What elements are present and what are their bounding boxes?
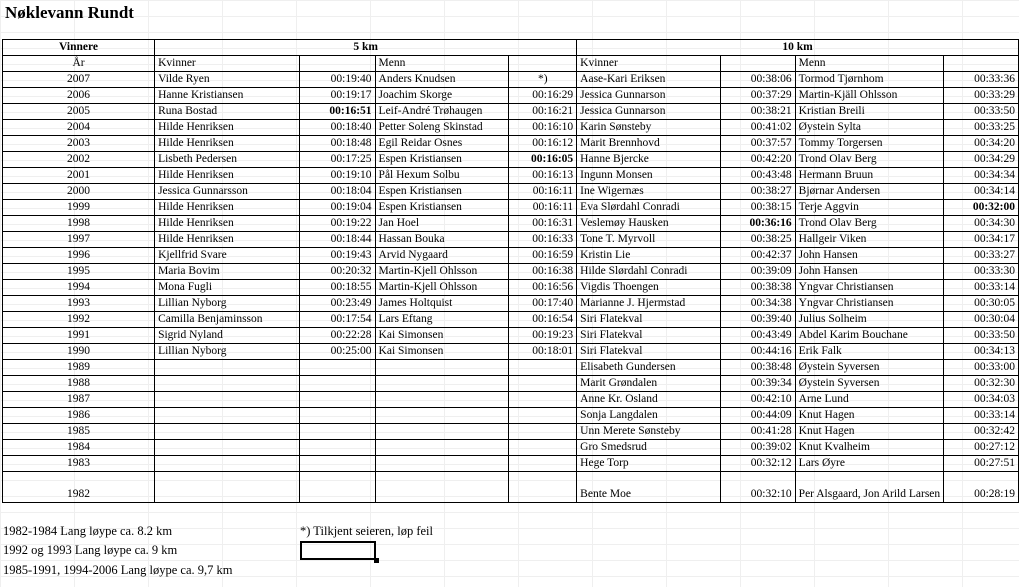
women-5km-name[interactable]: Mona Fugli <box>155 280 300 296</box>
women-10km-name[interactable]: Bente Moe <box>577 472 721 503</box>
women-10km-name[interactable]: Tone T. Myrvoll <box>577 232 721 248</box>
header-row-distance <box>3 40 1019 56</box>
women-5km-time[interactable] <box>299 392 375 408</box>
women-10km-name[interactable]: Ingunn Monsen <box>577 168 721 184</box>
women-5km-name[interactable]: Lillian Nyborg <box>155 296 300 312</box>
men-10km-time[interactable]: 00:33:36 <box>944 72 1019 88</box>
table-row <box>3 168 1019 184</box>
women-5km-name[interactable] <box>155 424 300 440</box>
men-5km-time-header[interactable] <box>509 56 577 72</box>
men-5km-time[interactable]: *) <box>509 72 577 88</box>
men-10km-name[interactable]: Terje Aggvin <box>795 200 944 216</box>
women-10km-name[interactable]: Gro Smedsrud <box>577 440 721 456</box>
women-10km-name[interactable]: Anne Kr. Osland <box>577 392 721 408</box>
results-table <box>2 39 1019 503</box>
women-10km-time[interactable]: 00:38:25 <box>720 232 795 248</box>
women-10km-name[interactable]: Hilde Slørdahl Conradi <box>577 264 721 280</box>
table-row <box>3 200 1019 216</box>
year-cell[interactable]: 1990 <box>3 344 155 360</box>
women-10km-name[interactable]: Eva Slørdahl Conradi <box>577 200 721 216</box>
women-10km-name[interactable]: Siri Flatekval <box>577 344 721 360</box>
women-5km-time[interactable]: 00:18:48 <box>299 136 375 152</box>
table-row <box>3 424 1019 440</box>
men-10km-time[interactable]: 00:30:04 <box>944 312 1019 328</box>
women-10km-time[interactable]: 00:42:20 <box>720 152 795 168</box>
women-5km-name[interactable]: Hilde Henriksen <box>155 120 300 136</box>
women-5km-time[interactable] <box>299 440 375 456</box>
table-row <box>3 280 1019 296</box>
women-5km-time[interactable]: 00:22:28 <box>299 328 375 344</box>
table-row <box>3 152 1019 168</box>
year-cell[interactable]: 2006 <box>3 88 155 104</box>
women-10km-time[interactable]: 00:38:06 <box>720 72 795 88</box>
men-10km-time[interactable]: 00:32:30 <box>944 376 1019 392</box>
men-5km-time[interactable]: 00:16:21 <box>509 104 577 120</box>
women-10km-name[interactable]: Hege Torp <box>577 456 721 472</box>
men-10km-name[interactable]: Knut Hagen <box>795 424 944 440</box>
men-10km-time[interactable]: 00:33:30 <box>944 264 1019 280</box>
year-cell[interactable]: 1984 <box>3 440 155 456</box>
men-10km-name[interactable]: Abdel Karim Bouchane <box>795 328 944 344</box>
men-5km-time[interactable]: 00:16:59 <box>509 248 577 264</box>
men-5km-time[interactable]: 00:16:29 <box>509 88 577 104</box>
men-5km-time[interactable]: 00:16:54 <box>509 312 577 328</box>
women-10km-time[interactable]: 00:39:40 <box>720 312 795 328</box>
women-10km-time[interactable]: 00:37:57 <box>720 136 795 152</box>
women-5km-name[interactable]: Hilde Henriksen <box>155 200 300 216</box>
women-5km-name[interactable] <box>155 456 300 472</box>
women-10km-time[interactable]: 00:38:48 <box>720 360 795 376</box>
women-5km-time[interactable] <box>299 408 375 424</box>
women-10km-name[interactable]: Siri Flatekval <box>577 312 721 328</box>
women-10km-name[interactable]: Siri Flatekval <box>577 328 721 344</box>
year-cell[interactable]: 1998 <box>3 216 155 232</box>
table-row <box>3 264 1019 280</box>
year-header[interactable]: År <box>3 56 155 72</box>
men-5km-time[interactable]: 00:16:11 <box>509 200 577 216</box>
women-5km-time[interactable]: 00:19:17 <box>299 88 375 104</box>
year-cell[interactable]: 1994 <box>3 280 155 296</box>
men-10km-time[interactable]: 00:33:25 <box>944 120 1019 136</box>
year-cell[interactable]: 2002 <box>3 152 155 168</box>
men-5km-name[interactable] <box>375 456 509 472</box>
table-row <box>3 440 1019 456</box>
men-5km-name[interactable]: Kai Simonsen <box>375 328 509 344</box>
women-5km-time[interactable]: 00:18:40 <box>299 120 375 136</box>
men-5km-name[interactable]: James Holtquist <box>375 296 509 312</box>
women-5km-name[interactable]: Vilde Ryen <box>155 72 300 88</box>
men-5km-name[interactable]: Leif-André Trøhaugen <box>375 104 509 120</box>
note-course-other[interactable]: 1985-1991, 1994-2006 Lang løype ca. 9,7 km <box>3 563 233 577</box>
table-row <box>3 472 1019 503</box>
men-10km-time[interactable]: 00:34:13 <box>944 344 1019 360</box>
men-5km-time[interactable]: 00:16:56 <box>509 280 577 296</box>
men-10km-name[interactable]: Martin-Kjäll Ohlsson <box>795 88 944 104</box>
men-5km-name[interactable]: Espen Kristiansen <box>375 184 509 200</box>
table-row <box>3 392 1019 408</box>
year-cell[interactable]: 1999 <box>3 200 155 216</box>
men-10km-name[interactable]: John Hansen <box>795 248 944 264</box>
men-5km-time[interactable] <box>509 456 577 472</box>
year-cell[interactable]: 1991 <box>3 328 155 344</box>
women-10km-name[interactable]: Jessica Gunnarson <box>577 88 721 104</box>
women-10km-time[interactable]: 00:39:09 <box>720 264 795 280</box>
table-row <box>3 248 1019 264</box>
men-5km-time[interactable]: 00:16:12 <box>509 136 577 152</box>
men-5km-time[interactable]: 00:16:33 <box>509 232 577 248</box>
men-10km-name[interactable]: Hallgeir Viken <box>795 232 944 248</box>
women-5km-time[interactable]: 00:19:43 <box>299 248 375 264</box>
women-5km-time[interactable]: 00:17:54 <box>299 312 375 328</box>
women-10km-name[interactable]: Aase-Kari Eriksen <box>577 72 721 88</box>
men-5km-name[interactable] <box>375 376 509 392</box>
year-cell[interactable]: 1989 <box>3 360 155 376</box>
women-5km-time[interactable]: 00:18:55 <box>299 280 375 296</box>
women-10km-time[interactable]: 00:38:21 <box>720 104 795 120</box>
men-10km-name[interactable]: John Hansen <box>795 264 944 280</box>
men-10km-name[interactable]: Øystein Syversen <box>795 376 944 392</box>
women-5km-name[interactable]: Lisbeth Pedersen <box>155 152 300 168</box>
women-10km-name[interactable]: Marit Grøndalen <box>577 376 721 392</box>
men-10km-time[interactable]: 00:33:14 <box>944 280 1019 296</box>
men-10km-name[interactable]: Knut Hagen <box>795 408 944 424</box>
year-cell[interactable]: 1995 <box>3 264 155 280</box>
women-5km-time[interactable]: 00:18:44 <box>299 232 375 248</box>
women-5km-time-header[interactable] <box>299 56 375 72</box>
men-5km-time[interactable] <box>509 440 577 456</box>
men-5km-time[interactable] <box>509 408 577 424</box>
year-cell[interactable]: 1983 <box>3 456 155 472</box>
men-10km-name[interactable]: Kristian Breili <box>795 104 944 120</box>
men-10km-name[interactable]: Erik Falk <box>795 344 944 360</box>
women-10km-header[interactable]: Kvinner <box>577 56 721 72</box>
year-cell[interactable]: 2003 <box>3 136 155 152</box>
women-5km-name[interactable]: Kjellfrid Svare <box>155 248 300 264</box>
table-row <box>3 312 1019 328</box>
men-10km-time[interactable]: 00:34:30 <box>944 216 1019 232</box>
women-10km-name[interactable]: Marit Brennhovd <box>577 136 721 152</box>
women-10km-name[interactable]: Hanne Bjercke <box>577 152 721 168</box>
table-row <box>3 344 1019 360</box>
men-10km-name[interactable]: Trond Olav Berg <box>795 216 944 232</box>
women-5km-time[interactable]: 00:19:22 <box>299 216 375 232</box>
women-10km-time[interactable]: 00:44:16 <box>720 344 795 360</box>
men-10km-time[interactable]: 00:34:14 <box>944 184 1019 200</box>
women-5km-name[interactable]: Lillian Nyborg <box>155 344 300 360</box>
year-cell[interactable]: 1985 <box>3 424 155 440</box>
women-5km-name[interactable]: Hilde Henriksen <box>155 168 300 184</box>
table-row <box>3 376 1019 392</box>
women-10km-name[interactable]: Ine Wigernæs <box>577 184 721 200</box>
men-5km-name[interactable]: Lars Eftang <box>375 312 509 328</box>
men-10km-time[interactable]: 00:32:42 <box>944 424 1019 440</box>
men-10km-time[interactable]: 00:27:51 <box>944 456 1019 472</box>
year-cell[interactable]: 1997 <box>3 232 155 248</box>
table-row <box>3 136 1019 152</box>
women-5km-name[interactable]: Jessica Gunnarsson <box>155 184 300 200</box>
men-5km-time[interactable] <box>509 360 577 376</box>
men-5km-header[interactable]: Menn <box>375 56 509 72</box>
women-10km-time[interactable]: 00:44:09 <box>720 408 795 424</box>
men-5km-name[interactable]: Kai Simonsen <box>375 344 509 360</box>
men-5km-name[interactable]: Petter Soleng Skinstad <box>375 120 509 136</box>
women-5km-time[interactable]: 00:16:51 <box>299 104 375 120</box>
men-5km-name[interactable] <box>375 392 509 408</box>
men-10km-time[interactable]: 00:33:14 <box>944 408 1019 424</box>
men-10km-name[interactable]: Per Alsgaard, Jon Arild Larsen <box>795 472 944 503</box>
year-cell[interactable]: 1993 <box>3 296 155 312</box>
women-5km-name[interactable] <box>155 440 300 456</box>
table-row <box>3 120 1019 136</box>
men-5km-time[interactable]: 00:16:38 <box>509 264 577 280</box>
women-5km-header[interactable]: Kvinner <box>155 56 300 72</box>
men-5km-name[interactable] <box>375 408 509 424</box>
women-10km-time-header[interactable] <box>720 56 795 72</box>
year-cell[interactable]: 2004 <box>3 120 155 136</box>
note-course-1982-1984[interactable]: 1982-1984 Lang løype ca. 8.2 km <box>3 524 173 538</box>
women-5km-time[interactable]: 00:18:04 <box>299 184 375 200</box>
men-5km-name[interactable]: Egil Reidar Osnes <box>375 136 509 152</box>
women-10km-name[interactable]: Karin Sønsteby <box>577 120 721 136</box>
table-row <box>3 104 1019 120</box>
men-10km-time-header[interactable] <box>944 56 1019 72</box>
note-footnote[interactable]: *) Tilkjent seieren, løp feil <box>300 524 433 538</box>
men-10km-name[interactable]: Trond Olav Berg <box>795 152 944 168</box>
men-10km-time[interactable]: 00:33:50 <box>944 328 1019 344</box>
men-5km-time[interactable] <box>509 424 577 440</box>
year-cell[interactable]: 1987 <box>3 392 155 408</box>
men-10km-time[interactable]: 00:34:20 <box>944 136 1019 152</box>
table-row <box>3 72 1019 88</box>
men-5km-name[interactable]: Joachim Skorge <box>375 88 509 104</box>
men-10km-time[interactable]: 00:30:05 <box>944 296 1019 312</box>
men-10km-name[interactable]: Arne Lund <box>795 392 944 408</box>
men-5km-name[interactable] <box>375 424 509 440</box>
men-10km-name[interactable]: Lars Øyre <box>795 456 944 472</box>
women-5km-time[interactable]: 00:19:40 <box>299 72 375 88</box>
men-10km-time[interactable]: 00:34:17 <box>944 232 1019 248</box>
women-5km-time[interactable]: 00:19:04 <box>299 200 375 216</box>
men-5km-name[interactable]: Espen Kristiansen <box>375 200 509 216</box>
men-5km-name[interactable]: Martin-Kjell Ohlsson <box>375 280 509 296</box>
men-5km-name[interactable]: Jan Hoel <box>375 216 509 232</box>
five-km-header[interactable]: 5 km <box>155 40 577 56</box>
men-5km-name[interactable] <box>375 440 509 456</box>
men-5km-name[interactable]: Pål Hexum Solbu <box>375 168 509 184</box>
women-10km-name[interactable]: Kristin Lie <box>577 248 721 264</box>
men-10km-name[interactable]: Julius Solheim <box>795 312 944 328</box>
women-10km-time[interactable]: 00:41:02 <box>720 120 795 136</box>
header-row-gender <box>3 56 1019 72</box>
ten-km-header[interactable]: 10 km <box>577 40 1019 56</box>
year-cell[interactable]: 1988 <box>3 376 155 392</box>
women-5km-name[interactable]: Camilla Benjaminsson <box>155 312 300 328</box>
table-row <box>3 328 1019 344</box>
men-10km-time[interactable]: 00:33:50 <box>944 104 1019 120</box>
women-5km-name[interactable] <box>155 472 300 503</box>
women-10km-name[interactable]: Jessica Gunnarson <box>577 104 721 120</box>
women-10km-time[interactable]: 00:32:10 <box>720 472 795 503</box>
sheet-title: Nøklevann Rundt <box>5 3 134 22</box>
men-10km-name[interactable]: Tommy Torgersen <box>795 136 944 152</box>
women-10km-name[interactable]: Marianne J. Hjermstad <box>577 296 721 312</box>
selected-cell[interactable] <box>300 541 376 560</box>
women-5km-name[interactable] <box>155 376 300 392</box>
women-5km-time[interactable] <box>299 472 375 503</box>
women-10km-time[interactable]: 00:41:28 <box>720 424 795 440</box>
men-10km-name[interactable]: Yngvar Christiansen <box>795 296 944 312</box>
men-5km-name[interactable] <box>375 360 509 376</box>
men-10km-time[interactable]: 00:33:27 <box>944 248 1019 264</box>
men-10km-name[interactable]: Bjørnar Andersen <box>795 184 944 200</box>
men-5km-time[interactable]: 00:16:11 <box>509 184 577 200</box>
men-5km-name[interactable] <box>375 472 509 503</box>
women-5km-name[interactable]: Hilde Henriksen <box>155 232 300 248</box>
women-5km-name[interactable]: Hanne Kristiansen <box>155 88 300 104</box>
men-10km-name[interactable]: Hermann Bruun <box>795 168 944 184</box>
men-10km-name[interactable]: Tormod Tjørnhom <box>795 72 944 88</box>
men-10km-time[interactable]: 00:34:03 <box>944 392 1019 408</box>
women-5km-time[interactable]: 00:20:32 <box>299 264 375 280</box>
women-5km-time[interactable]: 00:17:25 <box>299 152 375 168</box>
men-10km-header[interactable]: Menn <box>795 56 944 72</box>
women-5km-name[interactable]: Sigrid Nyland <box>155 328 300 344</box>
men-5km-name[interactable]: Hassan Bouka <box>375 232 509 248</box>
men-10km-name[interactable]: Yngvar Christiansen <box>795 280 944 296</box>
year-cell[interactable]: 2001 <box>3 168 155 184</box>
table-row <box>3 408 1019 424</box>
women-10km-time[interactable]: 00:38:38 <box>720 280 795 296</box>
women-10km-name[interactable]: Vigdis Thoengen <box>577 280 721 296</box>
men-10km-time[interactable]: 00:33:29 <box>944 88 1019 104</box>
men-5km-time[interactable]: 00:16:10 <box>509 120 577 136</box>
men-5km-name[interactable]: Anders Knudsen <box>375 72 509 88</box>
men-5km-time[interactable]: 00:19:23 <box>509 328 577 344</box>
men-10km-time[interactable]: 00:34:34 <box>944 168 1019 184</box>
men-10km-time[interactable]: 00:34:29 <box>944 152 1019 168</box>
women-10km-name[interactable]: Elisabeth Gundersen <box>577 360 721 376</box>
women-5km-time[interactable] <box>299 360 375 376</box>
men-5km-time[interactable]: 00:16:13 <box>509 168 577 184</box>
men-5km-time[interactable] <box>509 376 577 392</box>
year-cell[interactable]: 1992 <box>3 312 155 328</box>
women-5km-time[interactable]: 00:19:10 <box>299 168 375 184</box>
table-row <box>3 88 1019 104</box>
men-5km-name[interactable]: Espen Kristiansen <box>375 152 509 168</box>
women-10km-time[interactable]: 00:43:48 <box>720 168 795 184</box>
men-10km-time[interactable]: 00:28:19 <box>944 472 1019 503</box>
men-10km-time[interactable]: 00:33:00 <box>944 360 1019 376</box>
year-cell[interactable]: 2005 <box>3 104 155 120</box>
fill-handle[interactable] <box>374 558 379 563</box>
table-row <box>3 216 1019 232</box>
women-10km-time[interactable]: 00:32:12 <box>720 456 795 472</box>
women-10km-time[interactable]: 00:38:27 <box>720 184 795 200</box>
women-5km-name[interactable]: Runa Bostad <box>155 104 300 120</box>
winners-header[interactable]: Vinnere <box>3 40 155 56</box>
women-5km-name[interactable]: Hilde Henriksen <box>155 216 300 232</box>
women-10km-time[interactable]: 00:34:38 <box>720 296 795 312</box>
women-10km-time[interactable]: 00:38:15 <box>720 200 795 216</box>
table-row <box>3 360 1019 376</box>
table-row <box>3 232 1019 248</box>
women-5km-name[interactable] <box>155 392 300 408</box>
men-5km-name[interactable]: Arvid Nygaard <box>375 248 509 264</box>
men-10km-time[interactable]: 00:32:00 <box>944 200 1019 216</box>
women-10km-time[interactable]: 00:37:29 <box>720 88 795 104</box>
women-10km-name[interactable]: Unn Merete Sønsteby <box>577 424 721 440</box>
year-cell[interactable]: 1986 <box>3 408 155 424</box>
men-10km-name[interactable]: Øystein Sylta <box>795 120 944 136</box>
year-cell[interactable]: 1996 <box>3 248 155 264</box>
women-5km-time[interactable] <box>299 456 375 472</box>
women-5km-name[interactable]: Hilde Henriksen <box>155 136 300 152</box>
men-5km-time[interactable]: 00:17:40 <box>509 296 577 312</box>
women-10km-time[interactable]: 00:36:16 <box>720 216 795 232</box>
women-5km-time[interactable]: 00:23:49 <box>299 296 375 312</box>
women-5km-time[interactable]: 00:25:00 <box>299 344 375 360</box>
women-5km-time[interactable] <box>299 376 375 392</box>
men-5km-time[interactable] <box>509 472 577 503</box>
men-10km-time[interactable]: 00:27:12 <box>944 440 1019 456</box>
women-5km-name[interactable]: Maria Bovim <box>155 264 300 280</box>
women-5km-name[interactable] <box>155 408 300 424</box>
women-10km-time[interactable]: 00:42:10 <box>720 392 795 408</box>
women-5km-time[interactable] <box>299 424 375 440</box>
men-5km-time[interactable]: 00:16:05 <box>509 152 577 168</box>
women-5km-name[interactable] <box>155 360 300 376</box>
men-5km-name[interactable]: Martin-Kjell Ohlsson <box>375 264 509 280</box>
table-row <box>3 456 1019 472</box>
women-10km-time[interactable]: 00:39:02 <box>720 440 795 456</box>
men-10km-name[interactable]: Knut Kvalheim <box>795 440 944 456</box>
women-10km-time[interactable]: 00:39:34 <box>720 376 795 392</box>
women-10km-name[interactable]: Veslemøy Hausken <box>577 216 721 232</box>
year-cell[interactable]: 1982 <box>3 472 155 503</box>
table-row <box>3 184 1019 200</box>
men-10km-name[interactable]: Øystein Syversen <box>795 360 944 376</box>
women-10km-name[interactable]: Sonja Langdalen <box>577 408 721 424</box>
men-5km-time[interactable]: 00:18:01 <box>509 344 577 360</box>
year-cell[interactable]: 2007 <box>3 72 155 88</box>
note-course-1992-1993[interactable]: 1992 og 1993 Lang løype ca. 9 km <box>3 543 178 557</box>
women-10km-time[interactable]: 00:43:49 <box>720 328 795 344</box>
women-10km-time[interactable]: 00:42:37 <box>720 248 795 264</box>
year-cell[interactable]: 2000 <box>3 184 155 200</box>
table-row <box>3 296 1019 312</box>
men-5km-time[interactable]: 00:16:31 <box>509 216 577 232</box>
men-5km-time[interactable] <box>509 392 577 408</box>
